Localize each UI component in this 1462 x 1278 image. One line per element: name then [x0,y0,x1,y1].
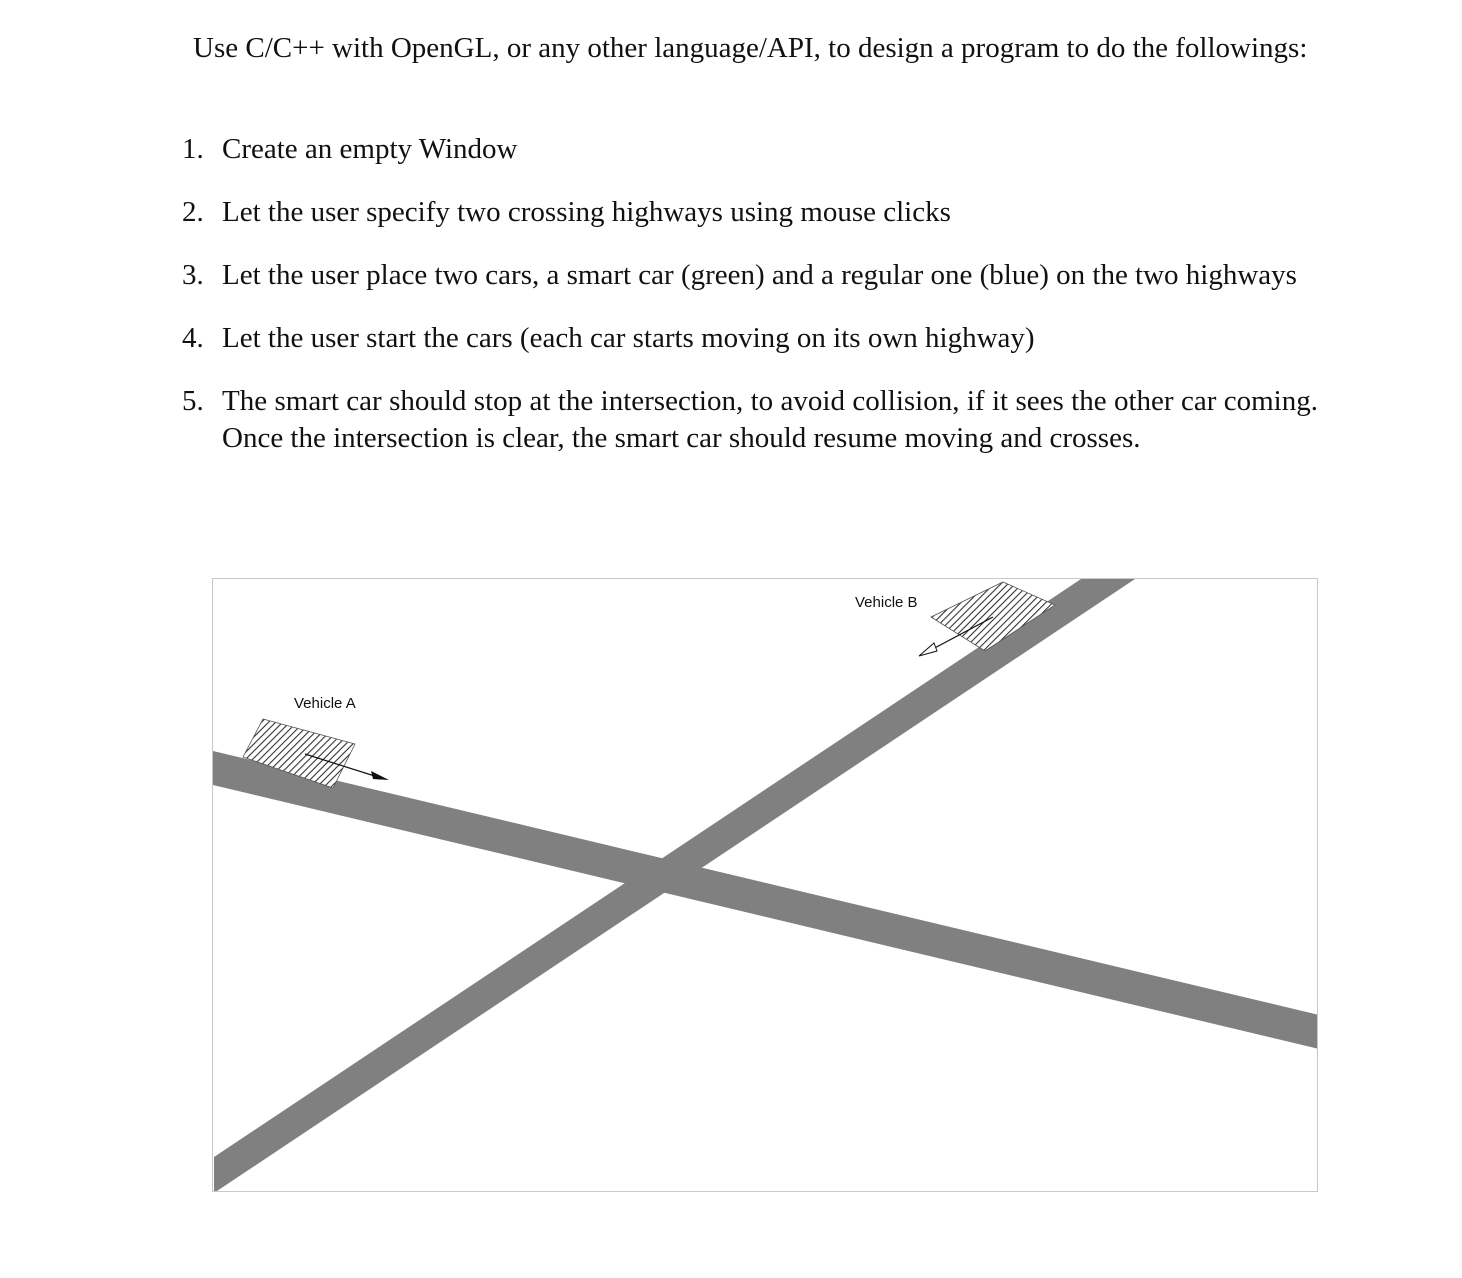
step-text: Let the user start the cars (each car starts moving on its own highway) [222,322,1035,354]
step-text: Let the user specify two crossing highways using mouse clicks [222,196,951,228]
step-number: 1. [182,133,204,165]
step-number: 3. [182,259,204,291]
step-text: Create an empty Window [222,133,518,165]
step-text: Let the user place two cars, a smart car (green) and a regular one (blue) on the two highways [222,259,1297,291]
vehicle-b-arrowhead [919,643,937,656]
step-number: 5. [182,385,204,417]
vehicle-a-label: Vehicle A [294,695,356,712]
highway-b [214,579,1135,1192]
intro-paragraph: Use C/C++ with OpenGL, or any other language/API, to design a program to do the followings: [193,32,1308,64]
highway-diagram [213,579,1318,1192]
step-item [182,131,1318,168]
step-item [182,320,1318,357]
highway-figure [212,578,1318,1192]
step-number: 2. [182,196,204,228]
step-item [182,194,1318,231]
step-list [182,131,1318,483]
step-number: 4. [182,322,204,354]
step-item [182,383,1318,457]
vehicle-b-label: Vehicle B [855,594,918,611]
step-text: The smart car should stop at the intersection, to avoid collision, if it sees the other car coming. Once the intersection is clear, the smart car should resume moving and crosses. [222,385,1318,454]
vehicle-a-arrowhead [371,771,389,780]
step-item [182,257,1318,294]
